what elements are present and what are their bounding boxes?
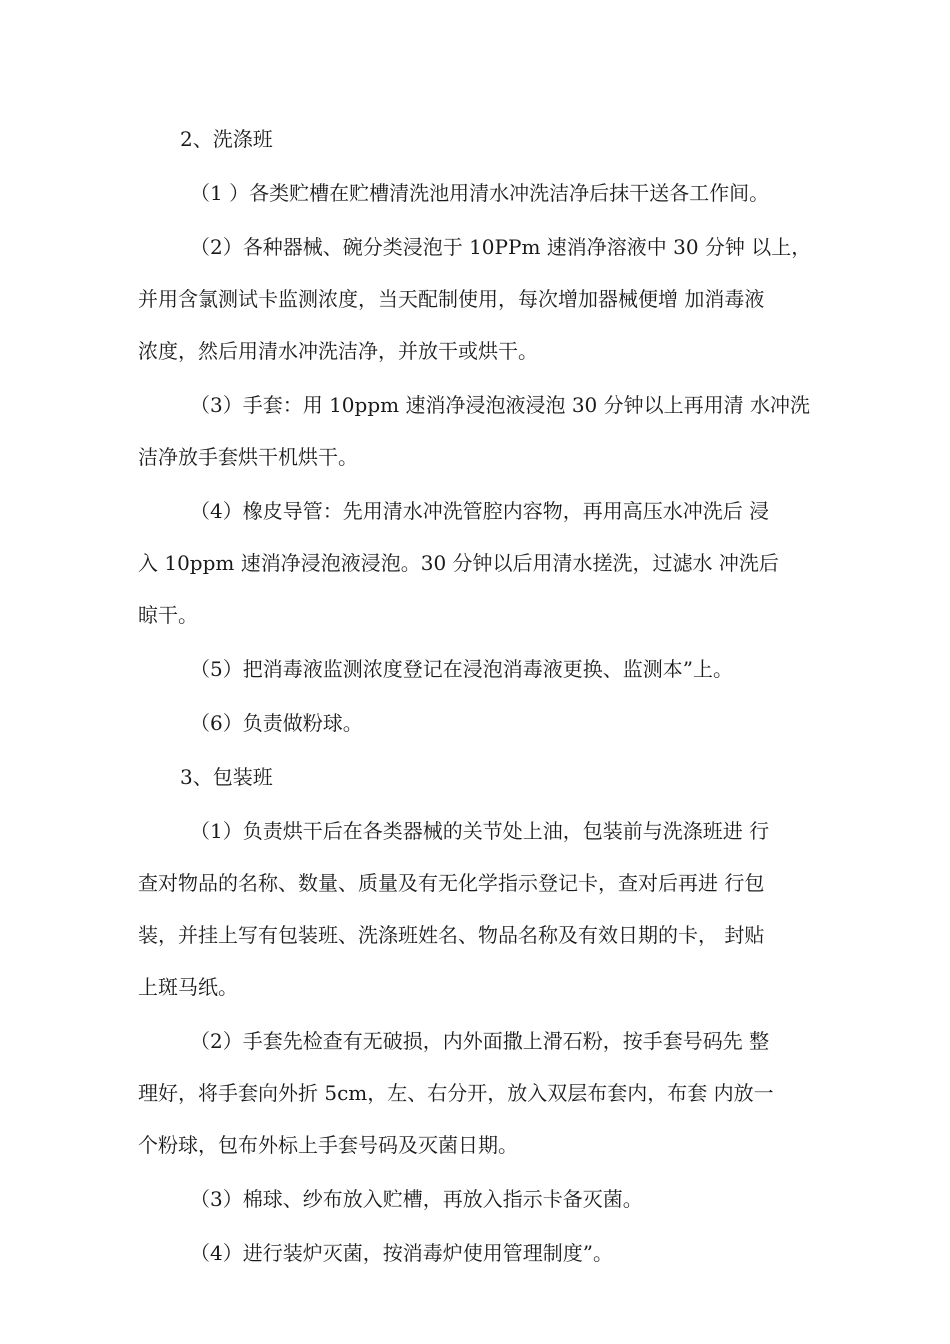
paragraph-line: 洁净放手套烘干机烘干。 [138,445,358,469]
section-heading: 2、洗涤班 [180,127,273,151]
document-body [138,122,820,1270]
paragraph-line: 入 10ppm 速消净浸泡液浸泡。30 分钟以后用清水搓洗，过滤水 冲洗后 [138,551,779,575]
paragraph-line: 查对物品的名称、数量、质量及有无化学指示登记卡，查对后再进 行包 [138,871,765,895]
paragraph-line: （3）手套：用 10ppm 速消净浸泡液浸泡 30 分钟以上再用清 水冲洗 [190,393,810,417]
paragraph-line: （3）棉球、纱布放入贮槽，再放入指示卡备灭菌。 [190,1187,643,1211]
paragraph-line: （5）把消毒液监测浓度登记在浸泡消毒液更换、监测本”上。 [190,657,733,681]
paragraph-line: （1）负责烘干后在各类器械的关节处上油，包装前与洗涤班进 行 [190,819,770,843]
paragraph-line: 装，并挂上写有包装班、洗涤班姓名、物品名称及有效日期的卡， 封贴 [138,923,765,947]
paragraph-line: （6）负责做粉球。 [190,711,363,735]
paragraph-line: 并用含氯测试卡监测浓度，当天配制使用，每次增加器械便增 加消毒液 [138,287,765,311]
paragraph-line: 晾干。 [138,603,198,627]
paragraph-line: 个粉球，包布外标上手套号码及灭菌日期。 [138,1133,518,1157]
section-heading: 3、包装班 [180,765,273,789]
paragraph-line: （2）各种器械、碗分类浸泡于 10PPm 速消净溶液中 30 分钟 以上， [190,235,812,259]
paragraph-line: （4）橡皮导管：先用清水冲洗管腔内容物，再用高压水冲洗后 浸 [190,499,770,523]
paragraph-line: （2）手套先检查有无破损，内外面撒上滑石粉，按手套号码先 整 [190,1029,770,1053]
paragraph-line: （1 ）各类贮槽在贮槽清洗池用清水冲洗洁净后抹干送各工作间。 [190,181,770,205]
paragraph-line: （4）进行装炉灭菌，按消毒炉使用管理制度”。 [190,1241,613,1265]
paragraph-line: 理好，将手套向外折 5cm，左、右分开，放入双层布套内，布套 内放一 [138,1081,774,1105]
paragraph-line: 浓度，然后用清水冲洗洁净，并放干或烘干。 [138,339,538,363]
paragraph-line: 上斑马纸。 [138,975,238,999]
